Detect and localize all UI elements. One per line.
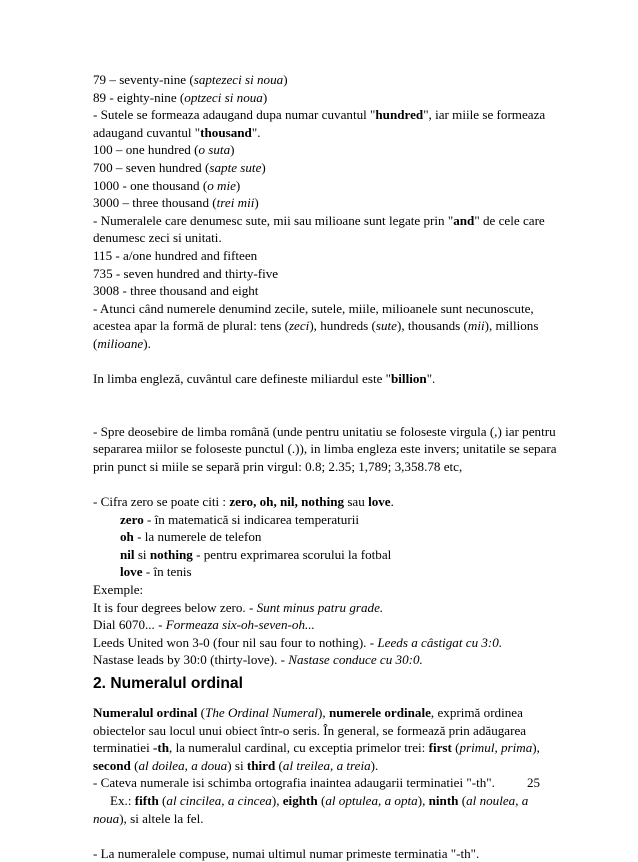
text-line: nil si nothing - pentru exprimarea scorului la fotbal [120, 546, 392, 562]
text-line: - Cifra zero se poate citi : zero, oh, nil, nothing sau love. [93, 494, 394, 510]
text-line: - Sutele se formeaza adaugand dupa numar cuvantul "hundred", iar miile se formeaza [93, 107, 546, 123]
document-page [93, 71, 563, 862]
text-line: - Cateva numerale isi schimba ortografia inaintea adaugarii terminatiei "-th". [93, 775, 495, 791]
spacer [93, 353, 563, 371]
text-line: obiectelor sau locul unui obiect într-o seris. În general, se formează prin adăugarea [93, 722, 527, 738]
text-line: Ex.: fifth (al cincilea, a cincea), eighth (al optulea, a opta), ninth (al noulea, a [110, 792, 529, 808]
text-line: In limba engleză, cuvântul care defineste miliardul este "billion". [93, 371, 436, 387]
spacer [93, 475, 563, 493]
text-line: Dial 6070... - Formeaza six-oh-seven-oh... [93, 617, 315, 633]
page-number: 25 [527, 775, 540, 790]
text-line: noua), si altele la fel. [93, 810, 204, 826]
text-line: 100 – one hundred (o suta) [93, 142, 235, 158]
section-heading: 2. Numeralul ordinal [93, 675, 243, 692]
text-line: 700 – seven hundred (sapte sute) [93, 159, 266, 175]
text-line: 79 – seventy-nine (saptezeci si noua) [93, 72, 288, 87]
text-line: second (al doilea, a doua) si third (al treilea, a treia). [93, 757, 379, 773]
text-line: oh - la numerele de telefon [120, 529, 262, 545]
text-line: prin punct si miile se separă prin virgul: 0.8; 2.35; 1,789; 3,358.78 etc, [93, 458, 463, 474]
text-line: - Spre deosebire de limba română (unde pentru unitatiu se foloseste virgula (,) iar pentru [93, 423, 556, 439]
text-line: 89 - eighty-nine (optzeci si noua) [93, 89, 268, 105]
text-line: zero - în matematică si indicarea temperaturii [120, 511, 359, 527]
text-line: separarea miilor se foloseste punctul (.)), in limba engleza este invers; unitatile se separa [93, 441, 557, 457]
spacer [93, 388, 563, 423]
text-line: - Atunci când numerele denumind zecile, sutele, miile, milioanele sunt necunoscute, [93, 300, 534, 316]
text-line: It is four degrees below zero. - Sunt minus patru grade. [93, 599, 384, 615]
text-line: 3000 – three thousand (trei mii) [93, 195, 259, 211]
text-line: - Numeralele care denumesc sute, mii sau milioane sunt legate prin "and" de cele care [93, 212, 545, 228]
spacer [93, 827, 563, 845]
text-line: 3008 - three thousand and eight [93, 283, 259, 299]
text-line: Exemple: [93, 582, 144, 598]
text-line: acestea apar la formă de plural: tens (zeci), hundreds (sute), thousands (mii), millions [93, 318, 539, 334]
text-line: denumesc zeci si unitati. [93, 230, 222, 246]
text-line: Nastase leads by 30:0 (thirty-love). - Nastase conduce cu 30:0. [93, 652, 423, 668]
text-line: 115 - a/one hundred and fifteen [93, 247, 258, 263]
text-line: adaugand cuvantul "thousand". [93, 124, 261, 140]
text-line: Leeds United won 3-0 (four nil sau four to nothing). - Leeds a câstigat cu 3:0. [93, 634, 503, 650]
text-line: Numeralul ordinal (The Ordinal Numeral), numerele ordinale, exprimă ordinea [93, 705, 523, 720]
text-line: 735 - seven hundred and thirty-five [93, 265, 279, 281]
text-line: terminatiei -th, la numeralul cardinal, cu exceptia primelor trei: first (primul, prima), [93, 740, 540, 756]
text-line: 1000 - one thousand (o mie) [93, 177, 241, 193]
text-line: love - în tenis [120, 564, 192, 580]
text-line: - La numeralele compuse, numai ultimul numar primeste terminatia "-th". [93, 845, 480, 861]
text-line: (milioane). [93, 335, 151, 351]
